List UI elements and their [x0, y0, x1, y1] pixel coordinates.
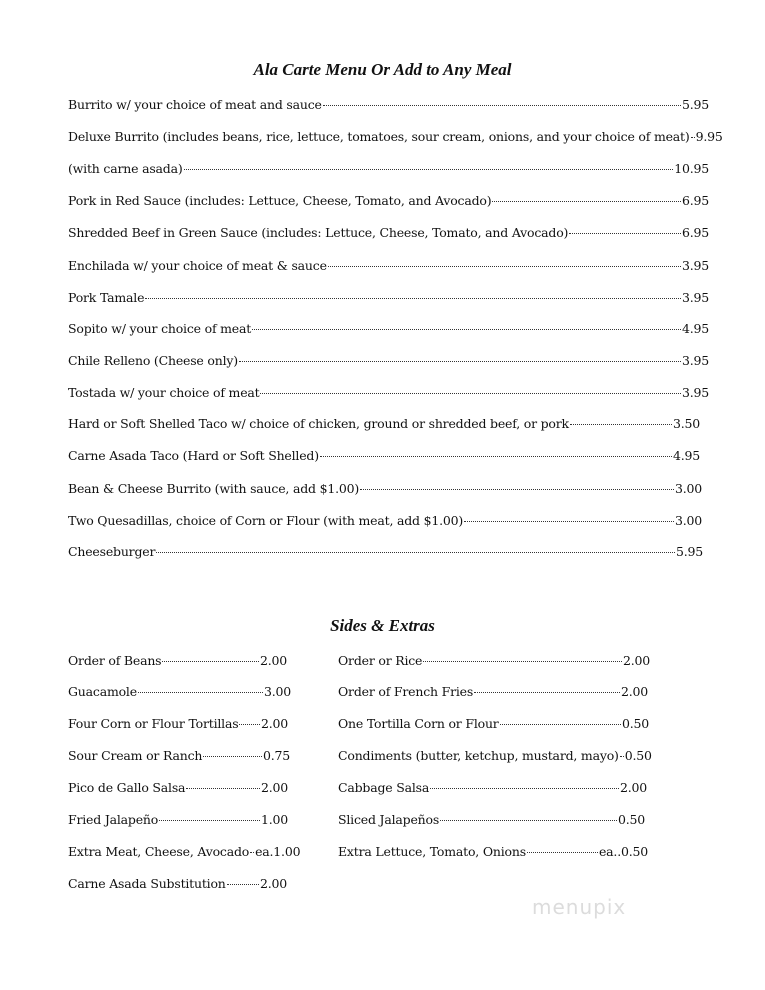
side-item — [68, 716, 288, 731]
item-price: 2.00 — [260, 780, 288, 795]
dot-leader — [156, 552, 675, 553]
menu-item — [68, 416, 700, 431]
item-name: Order or Rice — [338, 653, 423, 668]
item-price: 3.00 — [674, 513, 702, 528]
item-price: 4.95 — [672, 448, 700, 463]
dot-leader — [252, 329, 681, 330]
item-price: 3.00 — [674, 481, 702, 496]
dot-leader — [691, 137, 695, 138]
item-name: Order of Beans — [68, 653, 162, 668]
item-name: Sopito w/ your choice of meat — [68, 321, 252, 336]
item-name: Bean & Cheese Burrito (with sauce, add $1.00) — [68, 481, 360, 496]
item-name: Sliced Jalapeños — [338, 812, 440, 827]
item-price: 0.50 — [624, 748, 652, 763]
menu-item — [68, 321, 709, 336]
dot-leader — [360, 489, 674, 490]
menu-item — [68, 290, 709, 305]
dot-leader — [145, 298, 681, 299]
item-name: Shredded Beef in Green Sauce (includes: Lettuce, Cheese, Tomato, and Avocado) — [68, 225, 569, 240]
side-item — [68, 812, 288, 827]
item-name: Enchilada w/ your choice of meat & sauce — [68, 258, 327, 273]
menu-item — [68, 544, 703, 559]
item-price: ea..0.50 — [598, 844, 648, 859]
side-item — [338, 716, 649, 731]
menu-item — [68, 385, 709, 400]
item-price: 5.95 — [681, 97, 709, 112]
item-name: Sour Cream or Ranch — [68, 748, 203, 763]
item-name: Pico de Gallo Salsa — [68, 780, 186, 795]
dot-leader — [239, 724, 260, 725]
item-price: 3.50 — [672, 416, 700, 431]
menu-item — [68, 513, 702, 528]
item-name: Order of French Fries — [338, 684, 474, 699]
item-price: 0.50 — [617, 812, 645, 827]
menu-item — [68, 97, 709, 112]
item-name: Four Corn or Flour Tortillas — [68, 716, 239, 731]
dot-leader — [569, 233, 681, 234]
side-item — [338, 653, 650, 668]
item-name: Tostada w/ your choice of meat — [68, 385, 260, 400]
side-item — [68, 748, 290, 763]
item-price: 2.00 — [259, 653, 287, 668]
menupix-watermark: menupix — [532, 895, 627, 919]
side-item — [68, 653, 287, 668]
item-price: 5.95 — [675, 544, 703, 559]
menu-item — [68, 448, 700, 463]
sides-title: Sides & Extras — [330, 616, 435, 635]
item-name: Carne Asada Taco (Hard or Soft Shelled) — [68, 448, 319, 463]
dot-leader — [620, 756, 624, 757]
item-name: One Tortilla Corn or Flour — [338, 716, 499, 731]
item-price: 3.95 — [681, 258, 709, 273]
dot-leader — [138, 692, 263, 693]
dot-leader — [328, 266, 681, 267]
dot-leader — [250, 852, 254, 853]
item-name: Pork Tamale — [68, 290, 145, 305]
side-item — [68, 780, 288, 795]
dot-leader — [474, 692, 620, 693]
dot-leader — [430, 788, 619, 789]
dot-leader — [159, 820, 260, 821]
dot-leader — [500, 724, 621, 725]
item-name: Condiments (butter, ketchup, mustard, mayo) — [338, 748, 619, 763]
menu-item — [68, 193, 709, 208]
menu-item — [68, 481, 702, 496]
item-name: (with carne asada) — [68, 161, 183, 176]
side-item — [68, 876, 287, 891]
dot-leader — [423, 661, 622, 662]
dot-leader — [203, 756, 262, 757]
dot-leader — [492, 201, 681, 202]
dot-leader — [186, 788, 260, 789]
dot-leader — [570, 424, 672, 425]
item-price: 2.00 — [620, 684, 648, 699]
item-name: Extra Lettuce, Tomato, Onions — [338, 844, 526, 859]
item-price: 4.95 — [681, 321, 709, 336]
menu-item — [68, 225, 709, 240]
dot-leader — [162, 661, 259, 662]
side-item — [338, 780, 647, 795]
item-price: 2.00 — [622, 653, 650, 668]
side-item — [338, 812, 645, 827]
item-name: Carne Asada Substitution — [68, 876, 226, 891]
dot-leader — [184, 169, 674, 170]
menu-item — [68, 258, 709, 273]
menu-item — [68, 161, 709, 176]
side-item — [338, 684, 648, 699]
item-name: Cheeseburger — [68, 544, 156, 559]
item-name: Hard or Soft Shelled Taco w/ choice of chicken, ground or shredded beef, or pork — [68, 416, 569, 431]
item-price: 0.50 — [621, 716, 649, 731]
dot-leader — [440, 820, 617, 821]
item-price: 3.95 — [681, 290, 709, 305]
item-price: 3.00 — [263, 684, 291, 699]
item-price: 6.95 — [681, 193, 709, 208]
item-price: 2.00 — [619, 780, 647, 795]
item-name: Guacamole — [68, 684, 137, 699]
dot-leader — [527, 852, 598, 853]
menu-title: Ala Carte Menu Or Add to Any Meal — [253, 60, 512, 79]
item-price: 3.95 — [681, 353, 709, 368]
item-name: Extra Meat, Cheese, Avocado — [68, 844, 250, 859]
side-item — [338, 748, 652, 763]
item-price: 6.95 — [681, 225, 709, 240]
item-name: Cabbage Salsa — [338, 780, 430, 795]
dot-leader — [227, 884, 259, 885]
dot-leader — [239, 361, 681, 362]
dot-leader — [260, 393, 680, 394]
item-name: Chile Relleno (Cheese only) — [68, 353, 238, 368]
side-item — [68, 844, 301, 859]
item-name: Burrito w/ your choice of meat and sauce — [68, 97, 322, 112]
dot-leader — [323, 105, 681, 106]
menu-item — [68, 129, 723, 144]
item-name: Pork in Red Sauce (includes: Lettuce, Cheese, Tomato, and Avocado) — [68, 193, 492, 208]
dot-leader — [320, 456, 672, 457]
item-price: 2.00 — [259, 876, 287, 891]
item-name: Deluxe Burrito (includes beans, rice, lettuce, tomatoes, sour cream, onions, and your choice of meat) — [68, 129, 690, 144]
item-name: Fried Jalapeño — [68, 812, 159, 827]
side-item — [338, 844, 648, 859]
item-price: 9.95 — [695, 129, 723, 144]
item-price: ea.1.00 — [255, 844, 301, 859]
item-price: 0.75 — [262, 748, 290, 763]
dot-leader — [464, 521, 674, 522]
side-item — [68, 684, 291, 699]
menu-item — [68, 353, 709, 368]
item-name: Two Quesadillas, choice of Corn or Flour (with meat, add $1.00) — [68, 513, 464, 528]
item-price: 1.00 — [260, 812, 288, 827]
item-price: 2.00 — [260, 716, 288, 731]
item-price: 3.95 — [681, 385, 709, 400]
item-price: 10.95 — [674, 161, 709, 176]
